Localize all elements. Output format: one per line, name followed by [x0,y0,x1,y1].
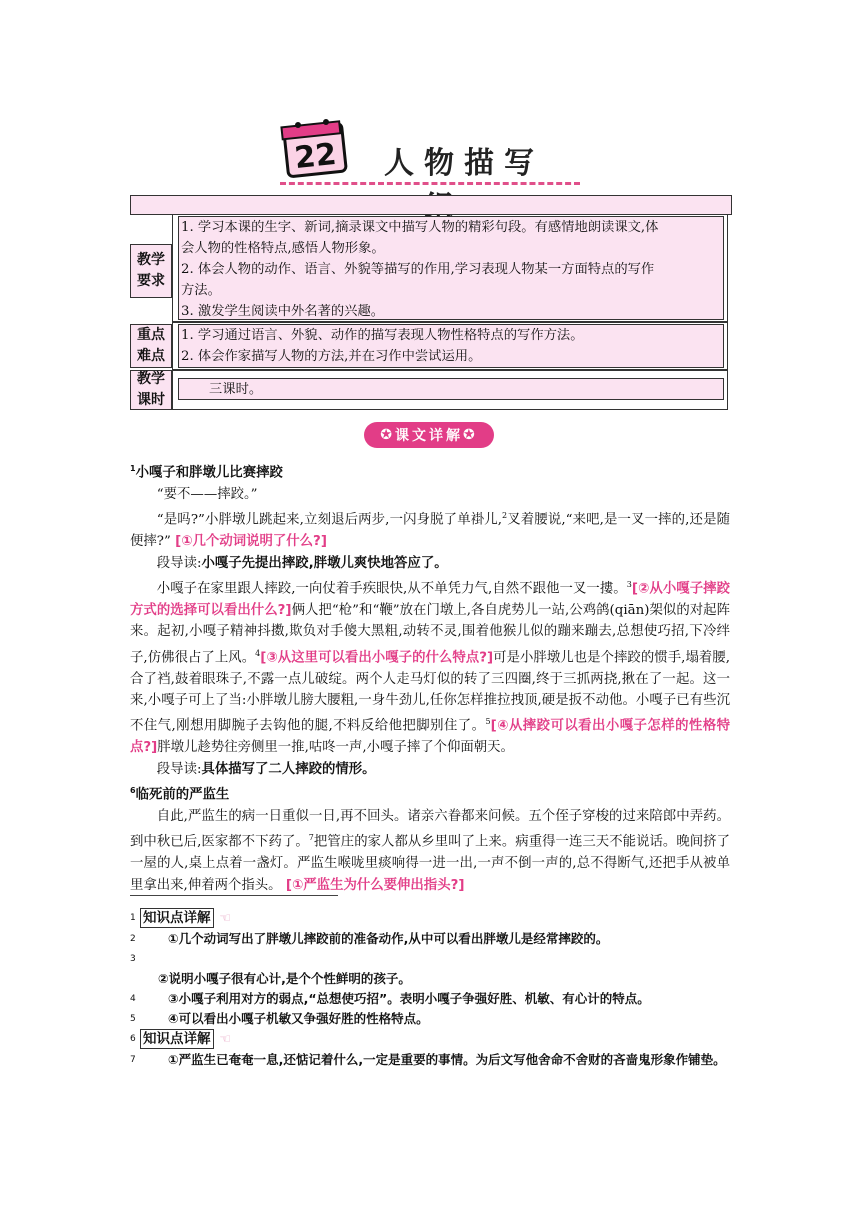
note-6: 6 知识点详解 ☜ [130,1031,232,1047]
note-1: 1 知识点详解 ☜ [130,910,232,926]
lesson-title: 人物描写 [384,146,544,181]
story1-p1: “要不——摔跤。” [156,486,258,502]
question-1: [①几个动词说明了什么?] [175,534,327,550]
story1-p3: 小嘎子在家里跟人摔跤,一向仗着手疾眼快,从不单凭力气,自然不跟他一叉一摟。$^3$[②从小嘎子摔跤方式的选择可以看出什么?]俩人把“枪”和“鞭”放在门墩上,各自虎势儿一站,公鸡鸽(qiān)架似的对起阵来。起初,小嘎子精神抖擞,欺负对手傻大黑粗,动转不灵,围着他猴儿似的蹦来蹦去,总想使巧招,下冷绊子,仿佛很占了上风。$^4$[③从这里可以看出小嘎子的什么特点?]可是小胖墩儿也是个摔跤的惯手,塌着腰,合了裆,鼓着眼珠子,不露一点儿破绽。两个人走马灯似的转了三四圈,终于三抓两挠,揪在了一起。这一来,小嘎子可上了当:小胖墩儿膀大腰粗,一身牛劲儿,任你怎样推拉拽顶,硬是扳不动他。小嘎子已有些沉不住气,刚想用脚腕子去钩他的腿,不料反给他把脚别住了。$^5$[④从摔跤可以看出小嘎子怎样的性格特点?]胖墩儿趁势往旁侧里一推,咕咚一声,小嘎子摔了个仰面朝天。 [130,579,730,756]
goals-table [130,214,730,410]
pointing-hand-icon: ☜ [219,911,232,926]
note-5: 5 ④可以看出小嘎子机敏又争强好胜的性格特点。 [130,1011,429,1026]
table-header-bar [130,195,732,215]
requirements-content: 1. 学习本课的生字、新词,摘录课文中描写人物的精彩句段。有感情地朗读课文,体 会人物的性格特点,感悟人物形象。 2. 体会人物的动作、语言、外貌等描写的作用,学习表现人物某一方面特点的写作 方法。 3. 激发学生阅读中外名著的兴趣。 [178,216,724,320]
note-3-number: 3 [130,954,136,964]
article-body [130,458,730,896]
guide-2: 段导读:具体描写了二人摔跤的情形。 [156,761,376,777]
footnotes [130,908,730,1070]
knowledge-box: 知识点详解 [140,1029,214,1049]
row-label-key-points: 重点 难点 [130,324,172,368]
pointing-hand-icon: ☜ [219,1032,232,1047]
story2-title: $^6$临死前的严监生 [130,786,230,803]
footnote-rule [130,895,338,896]
question-5: [①严监生为什么要伸出指头?] [285,877,465,893]
guide-1: 段导读:小嘎子先提出摔跤,胖墩儿爽快地答应了。 [156,555,448,571]
lesson-header [280,112,580,192]
question-2: [②从小嘎子摔跤方式的选择可以看出什么?] [130,581,730,618]
story1-title: $^1$小嘎子和胖墩儿比赛摔跤 [130,464,283,481]
note-3: ②说明小嘎子很有心计,是个个性鲜明的孩子。 [158,971,411,986]
key-points-content: 1. 学习通过语言、外貌、动作的描写表现人物性格特点的写作方法。 2. 体会作家描写人物的方法,并在习作中尝试运用。 [178,324,724,368]
row-label-requirements: 教学 要求 [130,244,172,298]
row-label-hours: 教学 课时 [130,370,172,410]
note-2: 2 ①几个动词写出了胖墩儿摔跤前的准备动作,从中可以看出胖墩儿是经常摔跤的。 [130,931,609,946]
section-title: ✪ 课文详解 ✪ [364,422,494,448]
lesson-number: 22 [292,136,339,177]
hours-content: 三课时。 [178,378,724,400]
knowledge-box: 知识点详解 [140,908,214,928]
story2-p1: 自此,严监生的病一日重似一日,再不回头。诸亲六眷都来问候。五个侄子穿梭的过来陪郎中弄药。到中秋已后,医家都不下药了。$^7$把管庄的家人都从乡里叫了上来。病重得一连三天不能说话。晚间挤了一屋的人,桌上点着一盏灯。严监生喉咙里痰响得一进一出,一声不倒一声的,总不得断气,还把手从被单里拿出来,伸着两个指头。 [①严监生为什么要伸出指头?] [130,808,730,893]
calendar-badge-icon [280,116,350,178]
header-divider [280,182,580,185]
star-icon: ✪ [380,427,395,443]
story1-p2: “是吗?”小胖墩儿跳起来,立刻退后两步,一闪身脱了单褂儿,$^2$叉着腰说,“来吧,是一叉一摔的,还是随便摔?” [①几个动词说明了什么?] [130,511,730,550]
note-7: 7 ①严监生已奄奄一息,还惦记着什么,一定是重要的事情。为后文写他舍命不舍财的吝啬鬼形象作铺垫。 [130,1052,726,1067]
star-icon: ✪ [463,427,478,443]
note-4: 4 ③小嘎子利用对方的弱点,“总想使巧招”。表明小嘎子争强好胜、机敏、有心计的特点。 [130,991,650,1006]
question-3: [③从这里可以看出小嘎子的什么特点?] [260,650,494,666]
question-4: [④从摔跤可以看出小嘎子怎样的性格特点?] [130,718,730,756]
